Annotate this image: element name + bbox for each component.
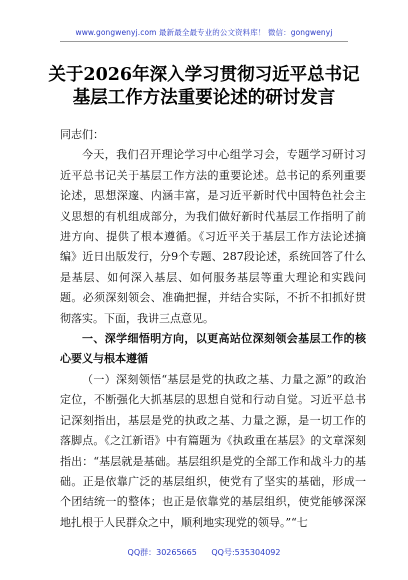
- section-paragraph-1: （一）深刻领悟“基层是党的执政之基、力量之源”的政治定位，不断强化大抓基层的思想自觉和行动自觉。习近平总书记深刻指出，基层是党的执政之基、力量之源，是一切工作的落脚点。《之江新语》中有篇题为《执政重在基层》的文章深刻指出：“基层就是基础。基层组织是党的全部工作和战斗力的基础。正是依靠广泛的基层组织，使党有了坚实的基础，形成一个团结统一的整体；也正是依靠党的基层组织，使党能够深深地扎根于人民群众之中，顺利地实现党的领导。”“七: [60, 372, 366, 529]
- salutation: 同志们：: [60, 128, 104, 141]
- footer-qq-number: QQ号:535304092: [211, 548, 281, 557]
- page-footer: [0, 547, 408, 558]
- document-title: 关于2026年深入学习贯彻习近平总书记基层工作方法重要论述的研讨发言: [48, 65, 360, 108]
- document-body: [60, 125, 366, 533]
- header-divider: [60, 41, 348, 42]
- footer-qq-group: QQ群：30265665: [127, 548, 197, 557]
- intro-paragraph: 今天，我们召开理论学习中心组学习会，专题学习研讨习近平总书记关于基层工作方法的重要论述。总书记的系列重要论述，思想深邃、内涵丰富，是习近平新时代中国特色社会主义思想的有机组成部分，为我们做好新时代基层工作指明了前进方向、提供了根本遵循。《习近平关于基层工作方法论述摘编》近日出版发行，分9个专题、287段论述，系统回答了什么是基层、如何深入基层、如何服务基层等重大理论和实践问题。必须深刻领会、准确把握，并结合实际，不折不扣抓好贯彻落实。下面，我讲三点意见。: [60, 148, 366, 325]
- page-header: www.gongwenyj.com 最新最全最专业的公文资料库！ 微信：gongwenyj: [75, 28, 333, 37]
- section-heading-1: 一、深学细悟明方向，以更高站位深刻领会基层工作的核心要义与根本遵循: [60, 332, 366, 366]
